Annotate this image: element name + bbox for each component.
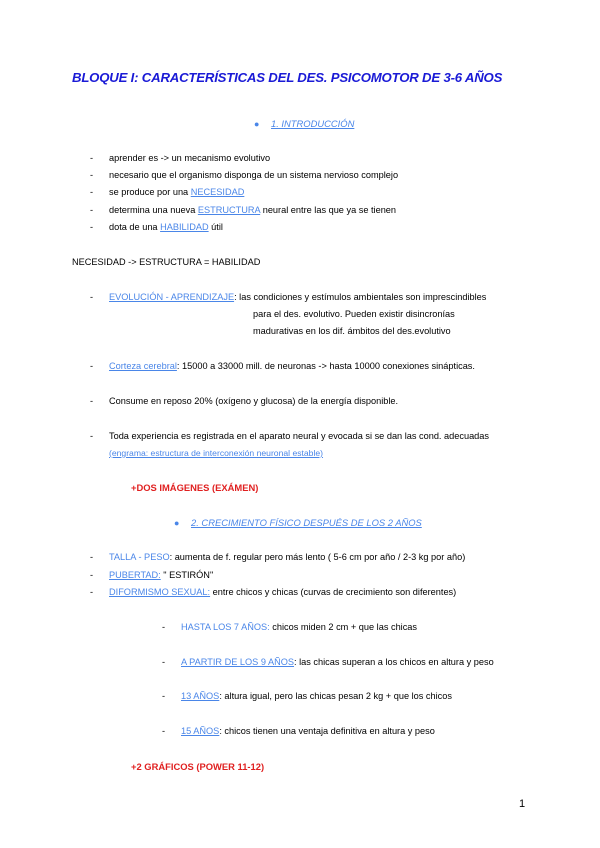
item-text: Toda experiencia es registrada en el aparato neural y evocada si se dan las cond. adecuadas <box>109 431 489 441</box>
item-text: " ESTIRÓN" <box>160 570 214 580</box>
section-heading-text: 1. INTRODUCCIÓN <box>271 118 355 129</box>
list-dash: - <box>90 587 94 597</box>
list-dash: - <box>162 657 166 667</box>
page-number: 1 <box>519 798 526 810</box>
list-text <box>109 361 475 371</box>
list-dash: - <box>162 691 166 701</box>
item-text: se produce por una <box>109 187 191 197</box>
list-item <box>90 570 214 580</box>
link-corteza-cerebral[interactable]: Corteza cerebral <box>109 361 177 371</box>
item-text: chicos miden 2 cm + que las chicas <box>269 622 418 632</box>
item-text: útil <box>208 222 223 232</box>
list-item <box>90 587 457 597</box>
list-text <box>109 587 456 597</box>
link-diformismo-sexual[interactable]: DIFORMISMO SEXUAL: <box>109 587 211 597</box>
item-text: : 15000 a 33000 mill. de neuronas -> hasta 10000 conexiones sinápticas. <box>176 361 475 371</box>
link-pubertad[interactable]: PUBERTAD: <box>109 570 161 580</box>
link-engrama[interactable]: (engrama: estructura de interconexión neuronal estable) <box>109 448 324 458</box>
sub-list-item <box>162 691 452 701</box>
link-estructura[interactable]: ESTRUCTURA <box>197 205 261 215</box>
list-dash: - <box>90 153 94 163</box>
list-text <box>181 622 417 632</box>
list-item-experiencia <box>90 431 489 441</box>
list-text <box>109 205 396 215</box>
list-text <box>109 552 465 562</box>
equation-text: NECESIDAD -> ESTRUCTURA = HABILIDAD <box>72 257 261 267</box>
list-text <box>109 187 244 197</box>
item-text: entre chicos y chicas (curvas de crecimiento son diferentes) <box>210 587 457 597</box>
link-15-anos[interactable]: 15 AÑOS <box>181 726 220 736</box>
item-text: : chicos tienen una ventaja definitiva en altura y peso <box>219 726 435 736</box>
list-item <box>90 187 245 197</box>
item-text: : aumenta de f. regular pero más lento ( 5-6 cm por año / 2-3 kg por año) <box>169 552 466 562</box>
section-heading-introduccion <box>254 118 354 129</box>
item-text: neural entre las que ya se tienen <box>260 205 397 215</box>
evolucion-line-2: para el des. evolutivo. Pueden existir disincronías <box>253 309 455 319</box>
list-text <box>109 170 398 180</box>
list-dash: - <box>90 431 94 441</box>
list-item <box>90 205 397 215</box>
list-item-consume <box>90 396 399 406</box>
list-text <box>181 657 494 667</box>
link-necesidad[interactable]: NECESIDAD <box>190 187 245 197</box>
list-text <box>109 222 223 232</box>
list-dash: - <box>162 622 166 632</box>
bullet-icon: ● <box>174 518 180 528</box>
item-text: : altura igual, pero las chicas pesan 2 kg + que los chicos <box>219 691 452 701</box>
list-item-corteza <box>90 361 475 371</box>
list-text <box>109 292 486 302</box>
document-title: BLOQUE I: CARACTERÍSTICAS DEL DES. PSICOMOTOR DE 3-6 AÑOS <box>72 70 503 85</box>
note-dos-graficos: +2 GRÁFICOS (POWER 11-12) <box>131 761 265 772</box>
list-dash: - <box>90 361 94 371</box>
section-heading-text: 2. CRECIMIENTO FÍSICO DESPUÉS DE LOS 2 AÑOS <box>191 517 422 528</box>
item-text: : las condiciones y estímulos ambientales son imprescindibles <box>234 292 487 302</box>
item-text: aprender es -> un mecanismo evolutivo <box>109 153 271 163</box>
item-text: Consume en reposo 20% (oxígeno y glucosa) de la energía disponible. <box>109 396 399 406</box>
list-item <box>90 222 223 232</box>
list-dash: - <box>90 170 94 180</box>
link-evolucion-aprendizaje[interactable]: EVOLUCIÓN - APRENDIZAJE <box>109 292 235 302</box>
link-13-anos[interactable]: 13 AÑOS <box>181 691 220 701</box>
list-item <box>90 170 399 180</box>
list-text <box>109 153 270 163</box>
link-hasta-7[interactable]: HASTA LOS 7 AÑOS: <box>181 622 270 632</box>
link-a-partir-9[interactable]: A PARTIR DE LOS 9 AÑOS <box>181 657 295 667</box>
list-dash: - <box>90 552 94 562</box>
item-text: determina una nueva <box>109 205 198 215</box>
list-dash: - <box>90 570 94 580</box>
list-text <box>181 726 435 736</box>
list-dash: - <box>90 292 94 302</box>
link-habilidad[interactable]: HABILIDAD <box>160 222 209 232</box>
list-item <box>90 153 271 163</box>
list-dash: - <box>90 205 94 215</box>
list-dash: - <box>90 396 94 406</box>
sub-list-item <box>162 622 418 632</box>
list-text <box>181 691 452 701</box>
list-item-evolucion <box>90 292 487 302</box>
list-dash: - <box>90 222 94 232</box>
item-text: dota de una <box>109 222 161 232</box>
evolucion-line-3: madurativas en los dif. ámbitos del des.evolutivo <box>253 326 451 336</box>
item-text: : las chicas superan a los chicos en altura y peso <box>294 657 494 667</box>
list-dash: - <box>90 187 94 197</box>
list-dash: - <box>162 726 166 736</box>
item-text: necesario que el organismo disponga de un sistema nervioso complejo <box>109 170 399 180</box>
list-text <box>109 570 213 580</box>
sub-list-item <box>162 657 494 667</box>
list-item <box>90 552 466 562</box>
bullet-icon: ● <box>254 119 260 129</box>
sub-list-item <box>162 726 435 736</box>
link-talla-peso[interactable]: TALLA - PESO <box>109 552 170 562</box>
note-dos-imagenes: +DOS IMÁGENES (EXÁMEN) <box>131 482 259 493</box>
section-heading-crecimiento <box>174 517 422 528</box>
